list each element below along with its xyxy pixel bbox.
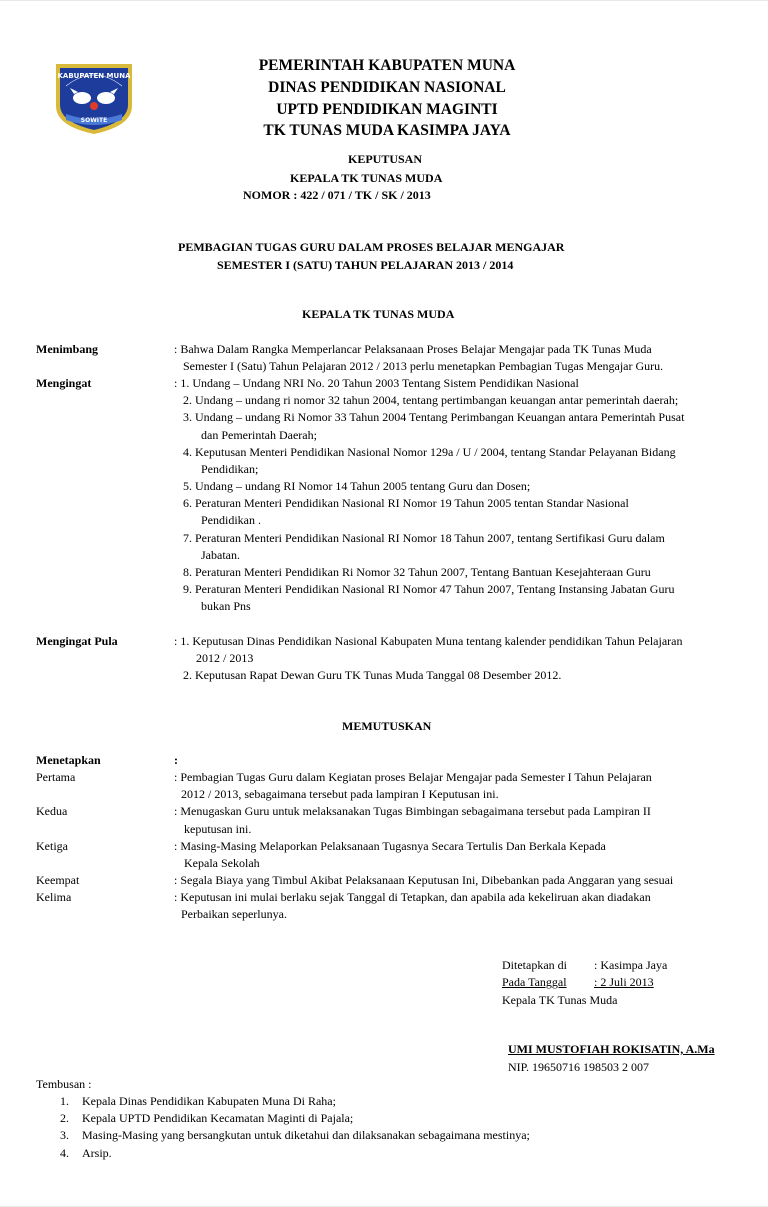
decree-number: NOMOR : 422 / 071 / TK / SK / 2013 <box>243 188 431 202</box>
tembusan-num: 2. <box>60 1111 69 1125</box>
signature-place-label: Ditetapkan di <box>502 958 567 972</box>
signature-position: Kepala TK Tunas Muda <box>502 993 618 1007</box>
signatory-name: UMI MUSTOFIAH ROKISATIN, A.Ma <box>508 1042 715 1056</box>
point-text-cont: Perbaikan seperlunya. <box>181 907 287 921</box>
point-text: : Segala Biaya yang Timbul Akibat Pelaksanaan Keputusan Ini, Dibebankan pada Anggaran yang sesuai <box>174 873 674 887</box>
signature-date-label: Pada Tanggal <box>502 975 567 989</box>
subject-line-2: SEMESTER I (SATU) TAHUN PELAJARAN 2013 / 2014 <box>217 258 514 272</box>
mengingat-pula-label: Mengingat Pula <box>36 634 118 648</box>
tembusan-title: Tembusan : <box>36 1077 92 1091</box>
point-text: : Menugaskan Guru untuk melaksanakan Tugas Bimbingan sebagaimana tersebut pada Lampiran II <box>174 804 651 818</box>
tembusan-item: Kepala Dinas Pendidikan Kabupaten Muna Di Raha; <box>82 1094 336 1108</box>
decree-issuer: KEPALA TK TUNAS MUDA <box>290 171 443 185</box>
tembusan-num: 4. <box>60 1146 69 1160</box>
mengingat-item-cont: Pendidikan; <box>201 462 259 476</box>
mengingat-pula-item: : 1. Keputusan Dinas Pendidikan Nasional Kabupaten Muna tentang kalender pendidikan Tahun Pelajaran <box>174 634 683 648</box>
mengingat-item: 9. Peraturan Menteri Pendidikan Nasional RI Nomor 47 Tahun 2007, Tentang Instansing Jabatan Guru <box>183 582 675 596</box>
mengingat-item: 4. Keputusan Menteri Pendidikan Nasional Nomor 129a / U / 2004, tentang Standar Pelayanan Bidang <box>183 445 676 459</box>
signatory-nip: NIP. 19650716 198503 2 007 <box>508 1060 650 1074</box>
point-text: : Keputusan ini mulai berlaku sejak Tanggal di Tetapkan, dan apabila ada kekeliruan akan diadakan <box>174 890 651 904</box>
tembusan-item: Kepala UPTD Pendidikan Kecamatan Maginti di Pajala; <box>82 1111 354 1125</box>
point-label: Pertama <box>36 770 76 784</box>
tembusan-item: Masing-Masing yang bersangkutan untuk diketahui dan dilaksanakan sebagaimana mestinya; <box>82 1128 530 1142</box>
header-government: PEMERINTAH KABUPATEN MUNA <box>258 57 516 74</box>
point-label: Keempat <box>36 873 80 887</box>
mengingat-item-cont: Jabatan. <box>201 548 240 562</box>
regency-emblem-icon <box>52 60 136 136</box>
menimbang-line: : Bahwa Dalam Rangka Memperlancar Pelaksanaan Proses Belajar Mengajar pada TK Tunas Muda <box>174 342 652 356</box>
point-text-cont: 2012 / 2013, sebagaimana tersebut pada lampiran I Keputusan ini. <box>181 787 499 801</box>
menimbang-label: Menimbang <box>36 342 99 356</box>
mengingat-item: 7. Peraturan Menteri Pendidikan Nasional RI Nomor 18 Tahun 2007, tentang Sertifikasi Guru dalam <box>183 531 665 545</box>
mengingat-item: 6. Peraturan Menteri Pendidikan Nasional RI Nomor 19 Tahun 2005 tentan Standar Nasional <box>183 496 629 510</box>
tembusan-num: 3. <box>60 1128 69 1142</box>
mengingat-pula-item-cont: 2012 / 2013 <box>196 651 254 665</box>
point-text: : Masing-Masing Melaporkan Pelaksanaan Tugasnya Secara Tertulis Dan Berkala Kepada <box>174 839 606 853</box>
menetapkan-colon: : <box>174 753 178 767</box>
decree-title: KEPUTUSAN <box>347 152 422 166</box>
memutuskan-heading: MEMUTUSKAN <box>342 719 432 733</box>
logo-ribbon-text: SOWITE <box>80 117 108 124</box>
authority-heading: KEPALA TK TUNAS MUDA <box>302 307 455 321</box>
menimbang-line: Semester I (Satu) Tahun Pelajaran 2012 / 2013 perlu menetapkan Pembagian Tugas Mengajar Guru. <box>183 359 664 373</box>
header-agency: DINAS PENDIDIKAN NASIONAL <box>268 79 506 96</box>
subject-line-1: PEMBAGIAN TUGAS GURU DALAM PROSES BELAJAR MENGAJAR <box>178 240 565 254</box>
point-text-cont: keputusan ini. <box>184 822 252 836</box>
tembusan-item: Arsip. <box>82 1146 112 1160</box>
mengingat-item-cont: Pendidikan . <box>201 513 261 527</box>
mengingat-item: 3. Undang – undang Ri Nomor 33 Tahun 2004 Tentang Perimbangan Keuangan antara Pemerintah Pusat <box>183 410 685 424</box>
tembusan-num: 1. <box>60 1094 69 1108</box>
header-school: TK TUNAS MUDA KASIMPA JAYA <box>263 122 511 139</box>
signature-place-value: : Kasimpa Jaya <box>594 958 668 972</box>
mengingat-item-cont: bukan Pns <box>201 599 251 613</box>
signature-date-value: : 2 Juli 2013 <box>594 975 654 989</box>
point-text-cont: Kepala Sekolah <box>184 856 260 870</box>
mengingat-item: : 1. Undang – Undang NRI No. 20 Tahun 2003 Tentang Sistem Pendidikan Nasional <box>174 376 579 390</box>
point-label: Ketiga <box>36 839 68 853</box>
mengingat-item: 8. Peraturan Menteri Pendidikan Ri Nomor 32 Tahun 2007, Tentang Bantuan Kesejahteraan Guru <box>183 565 651 579</box>
mengingat-item-cont: dan Pemerintah Daerah; <box>201 428 317 442</box>
page-top-edge <box>0 0 768 1</box>
mengingat-item: 5. Undang – undang RI Nomor 14 Tahun 2005 tentang Guru dan Dosen; <box>183 479 531 493</box>
logo-arc-text: KABUPATEN MUNA <box>57 72 131 80</box>
regency-logo <box>52 60 136 136</box>
menetapkan-label: Menetapkan <box>36 753 101 767</box>
point-label: Kelima <box>36 890 72 904</box>
mengingat-pula-item: 2. Keputusan Rapat Dewan Guru TK Tunas Muda Tanggal 08 Desember 2012. <box>183 668 562 682</box>
mengingat-label: Mengingat <box>36 376 92 390</box>
mengingat-item: 2. Undang – undang ri nomor 32 tahun 2004, tentang pertimbangan keuangan antar pemerintah daerah; <box>183 393 679 407</box>
point-label: Kedua <box>36 804 68 818</box>
header-uptd: UPTD PENDIDIKAN MAGINTI <box>276 101 498 118</box>
point-text: : Pembagian Tugas Guru dalam Kegiatan proses Belajar Mengajar pada Semester I Tahun Pelajaran <box>174 770 652 784</box>
